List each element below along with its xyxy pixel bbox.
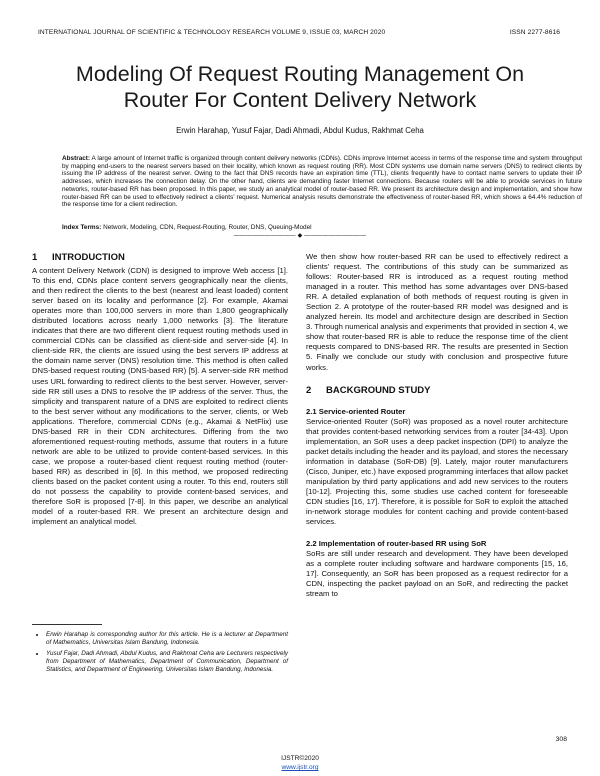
section-1-heading	[32, 252, 288, 263]
index-terms	[62, 224, 582, 231]
section-2-heading	[306, 385, 568, 396]
journal-header: INTERNATIONAL JOURNAL OF SCIENTIFIC & TECHNOLOGY RESEARCH VOLUME 9, ISSUE 03, MARCH 2020	[38, 29, 386, 36]
abstract-label: Abstract:	[62, 155, 91, 162]
intro-paragraph: A content Delivery Network (CDN) is designed to improve Web access [1]. To this end, CDNs place content servers geographically near the clients, and then redirect the clients to the best (nearest and least loaded) content server based on its locality and performance [2]. For example, Akamai operates more than 100,000 servers in more than 1,800 geographically distributed locations across nearly 1,000 networks [3]. The literature indicates that there are two different client request routing methods used in commercial CDNs can be classified as client-side and server-side [4]. In client-side RR, the clients are issued using the best servers IP address at the domain name server (DNS) resolution time. This method is often called DNS-based request routing (DNS-based RR) [5]. A server-side RR method uses URL forwarding to redirect clients to the best server. However, server-side RR still uses a DNS to resolve the IP address of the server. Thus, the simplicity and transparent nature of a DNS are exploited to redirect clients to the best server without any modifications to the server, clients, or Web applications. Therefore, commercial CDNs (e.g., Akamai & NetFlix) use DNS-based RR in their CDN architectures. Differing from the two aforementioned request-routing methods, assume that routers in a future network are able to be utilized to provide content-based services. In this case, we propose a router-based client request routing method (router-based RR) as described in [6]. In this method, we proposed redirecting clients based on the packet content using a router. To this end, routers still do not possess the capability to provide content-based services, and therefore SoR is proposed [7-8]. In this paper, we describe an analytical model of a router-based RR. We present an architecture design and implement an analytical model.	[32, 266, 288, 527]
left-column	[32, 252, 288, 527]
paper-title-line-2: Router For Content Delivery Network	[123, 88, 477, 112]
abstract	[62, 155, 582, 209]
footnote-rule	[32, 624, 102, 625]
intro-continuation-paragraph: We then show how router-based RR can be used to effectively redirect a clients’ request. The contributions of this study can be summarized as follows: Router-based RR is introduced as a request routing method managed in a router. This method has some advantages over DNS-based RR. A detailed explanation of both methods of request routing is given in Section 2. A prototype of the router-based RR model was designed and is analyzed herein. Its model and architecture design are described in Section 3. Through numerical analysis and experiments that provided in section 4, we show that router-based RR is able to reduce the response time of the client requests compared to DNS-based RR. The results are presented in Section 5. Finally we conclude our study with conclusion and prospective future works.	[306, 252, 568, 372]
section-1-number: 1	[32, 252, 38, 263]
index-terms-text: Network, Modeling, CDN, Request-Routing, Router, DNS, Queuing-Model	[101, 224, 312, 231]
index-terms-label: Index Terms:	[62, 224, 102, 231]
paper-title-line-1: Modeling Of Request Routing Management On	[75, 62, 525, 86]
issn-header: ISSN 2277-8616	[509, 29, 560, 36]
right-column	[306, 252, 568, 599]
section-2-title: BACKGROUND STUDY	[326, 384, 431, 396]
section-2-number: 2	[306, 384, 312, 396]
footnotes	[32, 631, 288, 677]
subsection-2-2-paragraph: SoRs are still under research and development. They have been developed as a complete router including software and hardware components [15, 16, 17]. Consequently, an SoR has been proposed as a request redirector for a CDN, inspecting the packet payload on an SoR, and redirecting the packet stream to	[306, 549, 568, 599]
footer-url-link[interactable]: www.ijstr.org	[281, 764, 319, 771]
abstract-text: A large amount of Internet traffic is organized through content delivery networks (CDNs). CDNs improve Internet access in terms of the response time and system throughput by mapping end-users to the nearest servers based on their locality, which known as request routing (RR). Most CDN systems use domain name servers (DNS) to redirect clients by issuing the IP address of the nearest server. Owing to the fact that DNS records have an expiration time (TTL), clients frequently have to contact name servers to update their IP addresses, which increases the connection delay. On the other hand, clients are demanding faster Internet connections. Because routers will be able to provide services in future networks, router-based RR has been proposed. In this paper, we study an analytical model of router-based RR. We present its architecture design and implementation, and show how router-based RR can be used to effectively redirect a clients’ request. Numerical analysis results demonstrate the effectiveness of router-based RR, which shows a 64.4% reduction of the response time for a client redirection.	[62, 155, 582, 209]
page-number: 308	[555, 736, 567, 743]
subsection-2-2-heading: 2.2 Implementation of router-based RR using SoR	[306, 539, 487, 549]
footnote-item: • Yusuf Fajar, Dadi Ahmadi, Abdul Kudus, and Rakhmat Ceha are Lecturers respectively from Department of Mathematics, Department of Communication, Department of Statistics, and Department of Engineering, Universitas Islam Bandung, Indonesia.	[46, 650, 288, 674]
subsection-2-1-heading: 2.1 Service-oriented Router	[306, 406, 406, 416]
section-1-title: INTRODUCTION	[52, 252, 125, 263]
footer-copyright: IJSTR©2020	[281, 755, 319, 762]
footnote-item: • Erwin Harahap is corresponding author for this article. He is a lecturer at Department of Mathematics, Universitas Islam Bandung, Indonesia.	[46, 631, 288, 647]
author-list: Erwin Harahap, Yusuf Fajar, Dadi Ahmadi, Abdul Kudus, Rakhmat Ceha	[176, 126, 424, 135]
subsection-2-1-paragraph: Service-oriented Router (SoR) was proposed as a novel router architecture that provides content-based networking services from a router [34-43]. Upon implementation, an SoR uses a deep packet inspection (DPI) to analyze the packet details including the header and its payload, and stores the necessary information in database (SoR-DB) [9]. Lately, major router manufacturers (Cisco, Juniper, etc.) have exposed programming interfaces that allow packet manipulation by third party applications and add new services to the routers [10-12]. Projecting this, some studies use cached content for foreseeable CDN studies [16, 17]. Therefore, it is possible for SoR to exploit the attached in-network storage modules for content caching and provide content-based services.	[306, 416, 568, 527]
section-separator: —————————— ◆ ——————————	[233, 233, 367, 239]
